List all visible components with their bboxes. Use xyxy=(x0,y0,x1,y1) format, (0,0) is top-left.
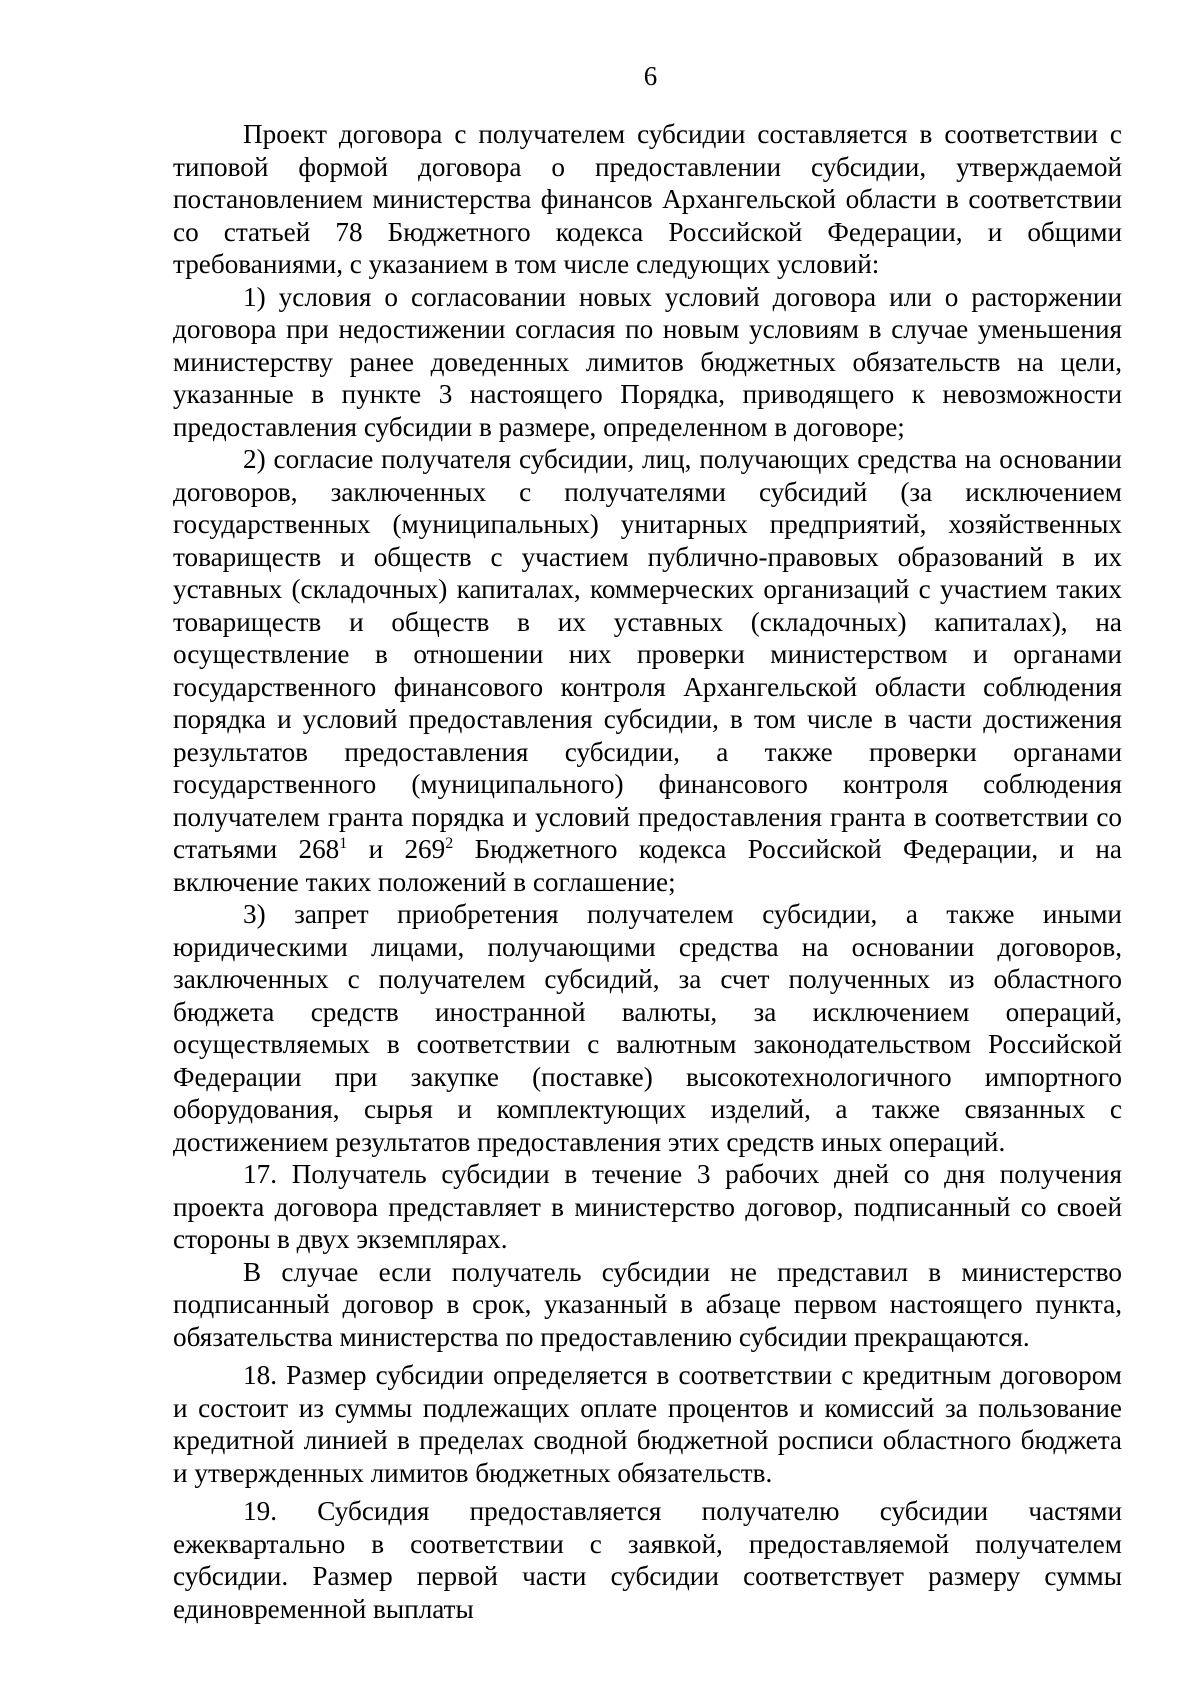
paragraph-18: 18. Размер субсидии определяется в соответствии с кредитным договором и состоит из суммы подлежащих оплате процентов и комиссий за пользование кредитной линией в пределах сводной бюджетной росписи областного бюджета и утвержденных лимитов бюджетных обязательств. xyxy=(173,1360,1122,1488)
paragraph-19: 19. Субсидия предоставляется получателю субсидии частями ежеквартально в соответствии с заявкой, предоставляемой получателем субсидии. Размер первой части субсидии соответствует размеру суммы единовременной выплаты xyxy=(173,1496,1122,1624)
paragraph-condition-2-text-middle: и 269 xyxy=(347,834,446,864)
superscript-2: 2 xyxy=(445,835,454,852)
paragraph-condition-3: 3) запрет приобретения получателем субсидии, а также иными юридическими лицами, получающими средства на основании договоров, заключенных с получателем субсидий, за счет полученных из областного бюджета средств иностранной валюты, за исключением операций, осуществляемых в соответствии с валютным законодательством Российской Федерации при закупке (поставке) высокотехнологичного импортного оборудования, сырья и комплектующих изделий, а также связанных с достижением результатов предоставления этих средств иных операций. xyxy=(173,899,1122,1157)
paragraph-condition-2 xyxy=(173,443,1122,898)
document-page xyxy=(173,60,1122,1625)
paragraph-condition-2-text-after: Бюджетного кодекса Российской Федерации, и на включение таких положений в соглашение; xyxy=(173,834,1122,897)
paragraph-condition-1: 1) условия о согласовании новых условий договора или о расторжении договора при недостижении согласия по новым условиям в случае уменьшения министерству ранее доведенных лимитов бюджетных обязательств на цели, указанные в пункте 3 настоящего Порядка, приводящего к невозможности предоставления субсидии в размере, определенном в договоре; xyxy=(173,281,1122,442)
page-number: 6 xyxy=(643,61,658,91)
paragraph-condition-2-text-before: 2) согласие получателя субсидии, лиц, получающих средства на основании договоров, заключенных с получателями субсидий (за исключением государственных (муниципальных) унитарных предприятий, хозяйственных товариществ и обществ с участием публично-правовых образований в их уставных (складочных) капиталах, коммерческих организаций с участием таких товариществ и обществ в их уставных (складочных) капиталах), на осуществление в отношении них проверки министерством и органами государственного финансового контроля Архангельской области соблюдения порядка и условий предоставления субсидии, в том числе в части достижения результатов предоставления субсидии, а также проверки органами государственного (муниципального) финансового контроля соблюдения получателем гранта порядка и условий предоставления гранта в соответствии со статьями 268 xyxy=(173,444,1122,864)
paragraph-17: 17. Получатель субсидии в течение 3 рабочих дней со дня получения проекта договора представляет в министерство договор, подписанный со своей стороны в двух экземплярах. xyxy=(173,1159,1122,1254)
paragraph-contract-draft: Проект договора с получателем субсидии составляется в соответствии с типовой формой договора о предоставлении субсидии, утверждаемой постановлением министерства финансов Архангельской области в соответствии со статьей 78 Бюджетного кодекса Российской Федерации, и общими требованиями, с указанием в том числе следующих условий: xyxy=(173,119,1122,279)
superscript-1: 1 xyxy=(339,835,348,852)
paragraph-17-second: В случае если получатель субсидии не представил в министерство подписанный договор в срок, указанный в абзаце первом настоящего пункта, обязательства министерства по предоставлению субсидии прекращаются. xyxy=(173,1256,1122,1352)
